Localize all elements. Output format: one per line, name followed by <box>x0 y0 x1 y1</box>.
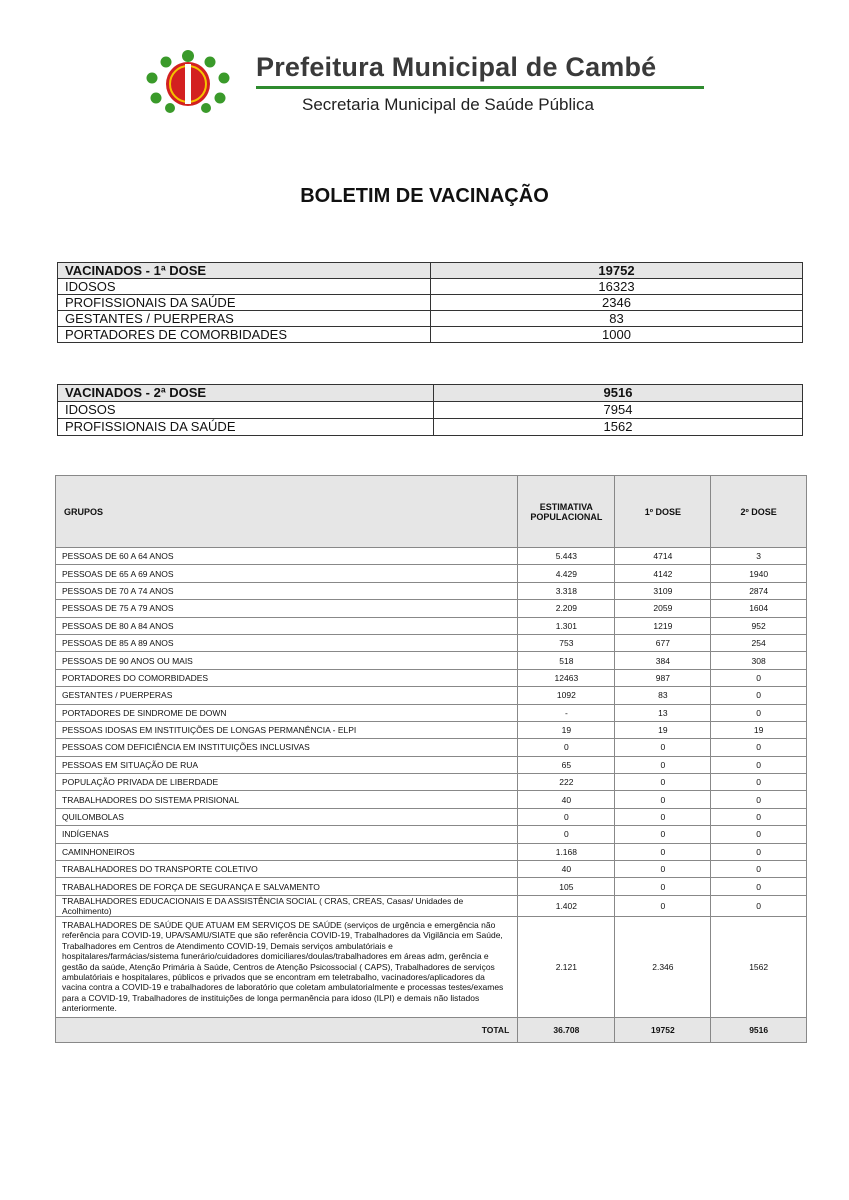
population-estimate: 2.121 <box>518 916 615 1017</box>
total-row <box>56 1017 807 1042</box>
first-dose-count: 0 <box>615 791 711 808</box>
group-name: PESSOAS DE 90 ANOS OU MAIS <box>56 652 518 669</box>
table-row <box>58 295 803 311</box>
table-row <box>58 311 803 327</box>
population-estimate: 40 <box>518 861 615 878</box>
first-dose-heading: VACINADOS - 1ª DOSE <box>58 263 431 279</box>
second-dose-heading: VACINADOS - 2ª DOSE <box>58 385 434 402</box>
total-label: TOTAL <box>56 1017 518 1042</box>
column-header-first-dose: 1º DOSE <box>615 476 711 548</box>
first-dose-count: 0 <box>615 843 711 860</box>
first-dose-count: 1219 <box>615 617 711 634</box>
group-name: CAMINHONEIROS <box>56 843 518 860</box>
row-value: 2346 <box>431 295 803 311</box>
first-dose-count: 2.346 <box>615 916 711 1017</box>
table-row <box>56 878 807 895</box>
first-dose-count: 677 <box>615 634 711 651</box>
table-row <box>58 279 803 295</box>
table-row <box>56 548 807 565</box>
table-row <box>56 861 807 878</box>
table-row <box>56 617 807 634</box>
second-dose-count: 0 <box>711 669 807 686</box>
second-dose-count: 0 <box>711 878 807 895</box>
table-row <box>56 916 807 1017</box>
first-dose-count: 0 <box>615 739 711 756</box>
row-value: 83 <box>431 311 803 327</box>
cambe-logo <box>138 48 238 140</box>
table-row <box>56 582 807 599</box>
group-name: PESSOAS DE 60 A 64 ANOS <box>56 548 518 565</box>
second-dose-count: 0 <box>711 808 807 825</box>
table-row <box>58 419 803 436</box>
table-row <box>56 756 807 773</box>
second-dose-count: 0 <box>711 774 807 791</box>
second-dose-count: 0 <box>711 895 807 916</box>
group-name: TRABALHADORES DE FORÇA DE SEGURANÇA E SALVAMENTO <box>56 878 518 895</box>
first-dose-summary-table <box>57 262 803 343</box>
first-dose-count: 13 <box>615 704 711 721</box>
first-dose-count: 0 <box>615 808 711 825</box>
row-value: 1562 <box>434 419 803 436</box>
second-dose-count: 2874 <box>711 582 807 599</box>
second-dose-count: 3 <box>711 548 807 565</box>
group-name: PORTADORES DE SINDROME DE DOWN <box>56 704 518 721</box>
first-dose-count: 3109 <box>615 582 711 599</box>
table-row <box>56 634 807 651</box>
population-estimate: 1.402 <box>518 895 615 916</box>
group-name: PESSOAS EM SITUAÇÃO DE RUA <box>56 756 518 773</box>
first-dose-count: 83 <box>615 687 711 704</box>
group-name: INDÍGENAS <box>56 826 518 843</box>
table-row <box>56 808 807 825</box>
first-dose-count: 19 <box>615 721 711 738</box>
table-row <box>56 565 807 582</box>
group-name: TRABALHADORES DE SAÚDE QUE ATUAM EM SERVIÇOS DE SAÚDE (serviços de urgência e emergência não referência para COVID-19, UPA/SAMU/SIATE que são referência COVID-19, Trabalhadores da Vigilância em Saúde, Trabalhadores em Centros de Atendimento COVID-19, Demais serviços ambulatóriais e hospitalares/farmácias/sistema funerário/cuidadores domiciliares/doulas/trabalhadores em áreas adm, gerência e gestão da saúde, Atenção Primária à Saúde, Centros de Atenção Psicossocial ( CAPS), Trabalhadores de serviços ambulatóriais e hospitalares, públicos e privados que se encontram em teletrabalho, vacinadores/aplicadores da vacina contra a COVID-19 e trabalhadores de laboratório que coletam ambulatorialmente e processas testes/exames para a COVID-19, Trabalhadores de instituições de longa permanência para idoso (ILPI) e demais não listados anteriormente. <box>56 916 518 1017</box>
row-label: IDOSOS <box>58 402 434 419</box>
population-estimate: 753 <box>518 634 615 651</box>
table-row <box>58 327 803 343</box>
population-estimate: 222 <box>518 774 615 791</box>
second-dose-count: 0 <box>711 739 807 756</box>
row-label: PORTADORES DE COMORBIDADES <box>58 327 431 343</box>
population-estimate: 40 <box>518 791 615 808</box>
group-name: PESSOAS DE 75 A 79 ANOS <box>56 600 518 617</box>
table-row <box>56 739 807 756</box>
cambe-logo-icon <box>138 48 238 140</box>
row-label: IDOSOS <box>58 279 431 295</box>
population-estimate: 65 <box>518 756 615 773</box>
page-title: BOLETIM DE VACINAÇÃO <box>300 185 549 207</box>
second-dose-count: 0 <box>711 861 807 878</box>
second-dose-count: 1604 <box>711 600 807 617</box>
table-row <box>56 843 807 860</box>
second-dose-count: 254 <box>711 634 807 651</box>
second-dose-count: 0 <box>711 704 807 721</box>
row-value: 1000 <box>431 327 803 343</box>
second-dose-count: 0 <box>711 791 807 808</box>
population-estimate: 0 <box>518 808 615 825</box>
second-dose-count: 1940 <box>711 565 807 582</box>
second-dose-count: 1562 <box>711 916 807 1017</box>
table-row <box>56 704 807 721</box>
row-value: 16323 <box>431 279 803 295</box>
group-name: PESSOAS COM DEFICIÊNCIA EM INSTITUIÇÕES INCLUSIVAS <box>56 739 518 756</box>
second-dose-count: 308 <box>711 652 807 669</box>
groups-table-body <box>56 548 807 1043</box>
population-estimate: 19 <box>518 721 615 738</box>
table-row <box>58 263 803 279</box>
group-name: TRABALHADORES DO TRANSPORTE COLETIVO <box>56 861 518 878</box>
second-dose-summary-table <box>57 384 803 436</box>
table-row <box>56 791 807 808</box>
table-row <box>58 402 803 419</box>
table-row <box>56 652 807 669</box>
total-second-dose: 9516 <box>711 1017 807 1042</box>
org-subtitle: Secretaria Municipal de Saúde Pública <box>302 95 595 114</box>
group-name: PESSOAS DE 65 A 69 ANOS <box>56 565 518 582</box>
table-header-row <box>56 476 807 548</box>
group-name: GESTANTES / PUERPERAS <box>56 687 518 704</box>
group-name: PESSOAS IDOSAS EM INSTITUIÇÕES DE LONGAS PERMANÊNCIA - ELPI <box>56 721 518 738</box>
column-header-groups: GRUPOS <box>56 476 518 548</box>
group-name: TRABALHADORES DO SISTEMA PRISIONAL <box>56 791 518 808</box>
population-estimate: 12463 <box>518 669 615 686</box>
population-estimate: 518 <box>518 652 615 669</box>
group-name: PORTADORES DO COMORBIDADES <box>56 669 518 686</box>
population-estimate: 1.168 <box>518 843 615 860</box>
first-dose-total: 19752 <box>431 263 803 279</box>
first-dose-count: 0 <box>615 774 711 791</box>
table-row <box>56 895 807 916</box>
second-dose-count: 0 <box>711 843 807 860</box>
total-first-dose: 19752 <box>615 1017 711 1042</box>
second-dose-total: 9516 <box>434 385 803 402</box>
table-row <box>56 669 807 686</box>
population-estimate: 3.318 <box>518 582 615 599</box>
total-estimate: 36.708 <box>518 1017 615 1042</box>
table-row <box>56 687 807 704</box>
second-dose-count: 952 <box>711 617 807 634</box>
groups-table <box>55 475 807 1043</box>
group-name: QUILOMBOLAS <box>56 808 518 825</box>
row-label: GESTANTES / PUERPERAS <box>58 311 431 327</box>
population-estimate: 2.209 <box>518 600 615 617</box>
first-dose-count: 0 <box>615 756 711 773</box>
first-dose-count: 384 <box>615 652 711 669</box>
group-name: PESSOAS DE 80 A 84 ANOS <box>56 617 518 634</box>
header-rule <box>256 86 704 89</box>
population-estimate: 0 <box>518 739 615 756</box>
group-name: PESSOAS DE 85 A 89 ANOS <box>56 634 518 651</box>
population-estimate: 1.301 <box>518 617 615 634</box>
second-dose-count: 0 <box>711 687 807 704</box>
population-estimate: 5.443 <box>518 548 615 565</box>
group-name: TRABALHADORES EDUCACIONAIS E DA ASSISTÊNCIA SOCIAL ( CRAS, CREAS, Casas/ Unidades de Acolhimento) <box>56 895 518 916</box>
column-header-estimate: ESTIMATIVA POPULACIONAL <box>518 476 615 548</box>
table-row <box>56 600 807 617</box>
group-name: PESSOAS DE 70 A 74 ANOS <box>56 582 518 599</box>
table-row <box>56 774 807 791</box>
first-dose-count: 0 <box>615 861 711 878</box>
first-dose-count: 987 <box>615 669 711 686</box>
column-header-second-dose: 2º DOSE <box>711 476 807 548</box>
org-name: Prefeitura Municipal de Cambé <box>256 52 657 82</box>
table-row <box>56 721 807 738</box>
second-dose-count: 0 <box>711 826 807 843</box>
population-estimate: - <box>518 704 615 721</box>
first-dose-count: 0 <box>615 826 711 843</box>
first-dose-count: 4714 <box>615 548 711 565</box>
first-dose-count: 4142 <box>615 565 711 582</box>
population-estimate: 0 <box>518 826 615 843</box>
second-dose-count: 19 <box>711 721 807 738</box>
second-dose-count: 0 <box>711 756 807 773</box>
first-dose-count: 0 <box>615 878 711 895</box>
table-row <box>56 826 807 843</box>
population-estimate: 105 <box>518 878 615 895</box>
population-estimate: 4.429 <box>518 565 615 582</box>
group-name: POPULAÇÃO PRIVADA DE LIBERDADE <box>56 774 518 791</box>
population-estimate: 1092 <box>518 687 615 704</box>
table-row <box>58 385 803 402</box>
first-dose-count: 2059 <box>615 600 711 617</box>
row-label: PROFISSIONAIS DA SAÚDE <box>58 295 431 311</box>
first-dose-count: 0 <box>615 895 711 916</box>
row-label: PROFISSIONAIS DA SAÚDE <box>58 419 434 436</box>
row-value: 7954 <box>434 402 803 419</box>
